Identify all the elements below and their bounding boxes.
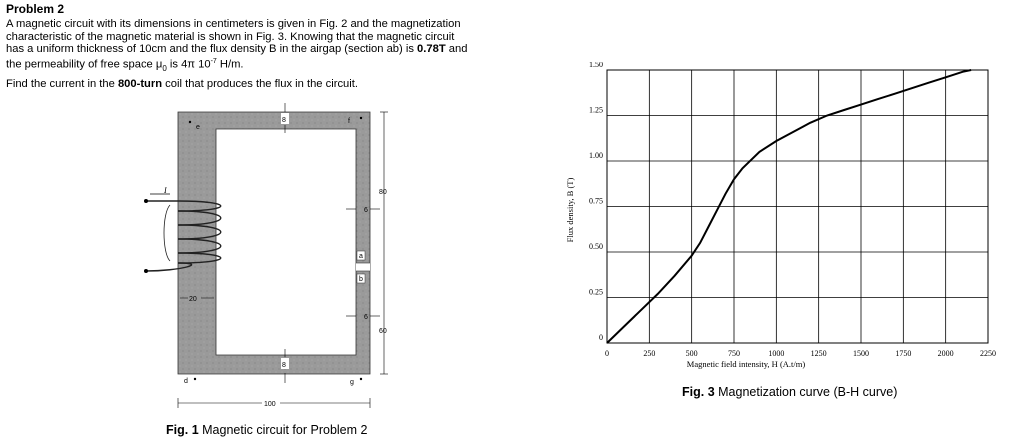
upper-height-label: 80	[379, 189, 387, 196]
y-tick-label: 0.75	[589, 196, 603, 206]
magnetic-circuit-figure	[140, 103, 400, 423]
label-f: f	[348, 118, 350, 125]
bottom-width-label: 8	[282, 362, 286, 369]
y-tick-label: 0.50	[589, 242, 603, 251]
x-tick-label: 250	[643, 349, 656, 358]
chart-grid	[607, 70, 988, 343]
fig3-caption: Fig. 3 Magnetization curve (B-H curve)	[682, 385, 898, 399]
airgap-flux-value: 0.78T	[417, 43, 446, 56]
y-tick-label: 1.00	[589, 151, 603, 160]
turns-value: 800-turn	[117, 77, 163, 90]
y-tick-label: 1.25	[589, 105, 603, 115]
label-a: a	[359, 253, 363, 260]
left-width-label: 20	[189, 296, 197, 303]
air-gap	[356, 263, 370, 271]
x-tick-label: 2250	[980, 349, 996, 358]
right-width-label-2: 6	[364, 314, 368, 321]
y-tick-label: 1.50	[589, 62, 603, 69]
x-tick-label: 750	[728, 349, 740, 358]
x-tick-label: 1500	[853, 349, 869, 358]
x-tick-label: 0	[605, 349, 609, 358]
right-width-label: 6	[364, 207, 368, 214]
top-width-label: 8	[282, 117, 286, 124]
x-tick-label: 500	[685, 349, 698, 358]
label-g: g	[350, 379, 354, 386]
problem-question: Find the current in the 800-turn coil that produces the flux in the circuit.	[6, 77, 358, 90]
total-width-label: 100	[264, 401, 276, 408]
x-tick-label: 1750	[895, 349, 912, 358]
fig1-caption: Fig. 1 Magnetic circuit for Problem 2	[166, 423, 368, 437]
problem-statement	[6, 3, 546, 91]
bh-curve-chart	[560, 62, 1024, 407]
label-d: d	[184, 378, 188, 385]
y-tick-label: 0	[599, 333, 603, 342]
problem-description: A magnetic circuit with its dimensions in centimeters is given in Fig. 2 and the magnetization characteristic of the magnetic material is shown in Fig. 3. Knowing that the magnetic circuit has a uniform thickness of 10cm and the flux density B in the airgap (section ab) is 0.78T and the permeability of free space $\mu_0$ is 4π $10^{-7}$ H/m.	[6, 17, 468, 74]
y-axis-label: Flux density, B (T)	[565, 177, 575, 243]
magnetic-core	[178, 112, 370, 374]
problem-title: Problem 2	[6, 2, 65, 16]
label-b: b	[359, 276, 363, 283]
x-tick-label: 1000	[768, 349, 785, 358]
label-e: e	[196, 124, 200, 131]
x-tick-label: 2000	[937, 349, 954, 358]
x-tick-label: 1250	[810, 349, 827, 358]
lower-height-label: 60	[379, 328, 387, 335]
x-axis-label: Magnetic field intensity, H (A.t/m)	[686, 359, 806, 369]
chart-ticks	[589, 62, 996, 358]
y-tick-label: 0.25	[589, 287, 603, 297]
current-label: I	[164, 186, 167, 195]
